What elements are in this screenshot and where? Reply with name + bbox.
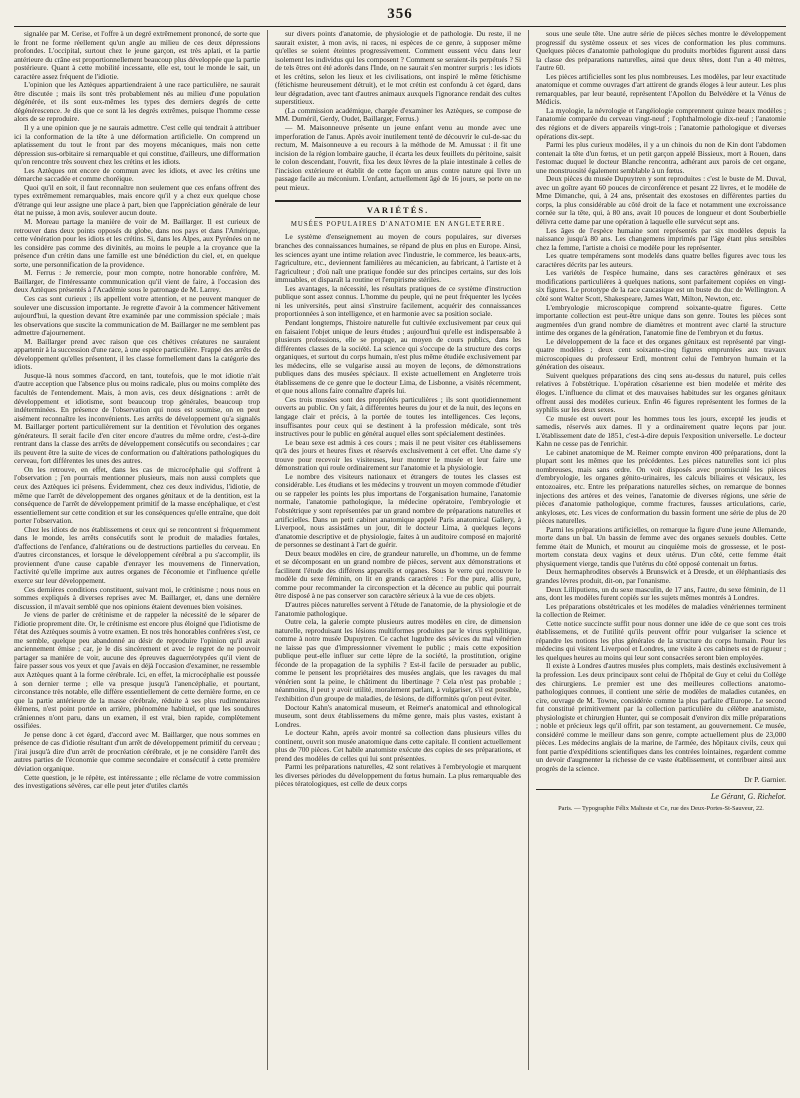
paragraph: Je pense donc à cet égard, d'accord avec M. Baillarger, que nous sommes en présence de cas d'idiotie résultant d'un arrêt de développement primitif du cerveau ; j'irai jusqu'à dire d'un arrêt de procréation cérébrale, et je ne considère l'arrêt des autres parties de l'économie que comme secondaire et consécutif à cette première déviation organique. [14, 729, 260, 774]
paragraph: Le développement de la face et des organes génitaux est représenté par vingt-quatre modèles ; deux cent soixante-cinq figures empruntées aux travaux microscopiques du professeur Erdl, montrent celui de l'embryon humain et la génération des oiseaux. [536, 336, 786, 372]
page-number: 356 [387, 6, 413, 22]
paragraph: L'opinion que les Aztèques appartiendraient à une race particulière, ne saurait être discutée ; mais ils sont très probablement nés au milieu d'une population dégénérée, et ils sont eux-mêmes les types des derniers degrés de cette dégénérescence. Je dis que ce sont là les degrés extrêmes, puisque l'homme cesse alors de se reproduire. [14, 80, 260, 124]
column-2-bottom [275, 233, 521, 789]
paragraph: Parmi les plus curieux modèles, il y a un chinois du non de Kin dont l'abdomen contenait la tête d'un fœtus, et un petit garçon appelé Bissieux, mort à Rouen, dans l'estomac duquel le docteur Blanche rencontra, adhérant aux parois de cet organe, une monstruosité également semblable à un fœtus. [536, 140, 786, 175]
paragraph: D'autres pièces naturelles servent à l'étude de l'anatomie, de la physiologie et de l'anatomie pathologique. [275, 600, 521, 618]
paragraph: M. Moreau partage la manière de voir de M. Baillarger. Il est curieux de retrouver dans deux points opposés du globe, dans nos pays et dans l'Amérique, cette vénération pour les idiots et les crétins. Si, dans les Alpes, aux Pyrénées on ne les considère pas comme des divinités, au moins le peuple a la croyance que la présence d'un crétin dans une famille est une bénédiction du ciel, et, en quelque sorte, une personnification de la providence. [14, 217, 260, 269]
paragraph: Ces trois musées sont des propriétés particulières ; ils sont quotidiennement ouverts au public. On y fait, à différentes heures du jour et de la nuit, des leçons en langage clair et précis, à la portée de toutes les intelligences. Ces leçons, insuffisantes pour ceux qui se destinent à la profession médicale, sont très instructives pour le public en général auquel elles sont spécialement destinées. [275, 394, 521, 439]
paragraph: Jusque-là nous sommes d'accord, en tant, toutefois, que le mot idiotie n'ait d'autre acception que l'absence plus ou moins radicale, plus ou moins complète des facultés de l'entendement. Mais, à mon avis, ces deux désignations : arrêt de développement et idiotisme, sont beaucoup trop générales, beaucoup trop indéterminées. En présence de l'observation qui nous est soumise, on en peut aisément reconnaître les inconvénients. Les arrêts de développement qu'a signalés M. Baillarger portent particulièrement sur la dentition et l'évolution des organes générateurs. Il serait facile d'en citer encore d'autres du même ordre, c'est-à-dire rentrant dans la classe des arrêts de développement consécutifs ou secondaires ; car ils peuvent être la suite de vices de conformation ou d'altérations pathologiques du cerveau, fort différentes les unes des autres. [14, 370, 260, 466]
paragraph: sous une seule tête. Une autre série de pièces sèches montre le développement progressif du système osseux et ses vices de conformation les plus communs. Quelques pièces d'anatomie pathologique du produits morbides figurent aussi dans la classe des préparations naturelles, ainsi que deux têtes, dont l'un a 40 mètres, l'autre 60. [536, 30, 786, 73]
column-separator [267, 30, 268, 1070]
paragraph: Ces dernières conditions constituent, suivant moi, le crétinisme ; nous nous en sommes expliqués à diverses reprises avec M. Baillarger, et, dans une dernière discussion, il m'avait semblé que nos opinions étaient devenues bien voisines. [14, 584, 260, 611]
paragraph: On les retrouve, en effet, dans les cas de microcéphalie qui s'offrent à l'observation ; j'en pourrais mentionner plusieurs, mais non aussi complets que ceux des Aztèques ici présens. Évidemment, chez ces deux individus, l'idiotie, de même que l'arrêt de développement des organes génitaux et de la dentition, est la conséquence de l'arrêt de développement primitif de la masse encéphalique, et c'est essentiellement sur cette condition et sur les conséquences qu'elle entraîne, que doit porter l'observation. [14, 464, 260, 526]
column-3 [536, 30, 786, 1070]
paragraph: Quoi qu'il en soit, il faut reconnaître non seulement que ces enfans offrent des types extrêmement remarquables, mais encore qu'il y a chez eux quelque chose d'étrange qui leur assigne une place à part, bien que l'appréciation générale de leur état ne puisse, à mon avis, soulever aucun doute. [14, 182, 260, 218]
paragraph: Outre cela, la galerie compte plusieurs autres modèles en cire, de dimension naturelle, reproduisant les lésions multiformes produites par le virus syphilitique, comme à notre musée Dupuytren. Ce cachet lugubre des sévices du mal vénérien ne laisse pas que d'impressionner vivement le public ; mais cette exposition publique peut-elle influer sur cette lèpre de la société, la prostitution, origine féconde de la propagation de la syphilis ? Est-il facile de persuader au public, comme le pensent les propriétaires des musées anglais, que les ravages du mal vénérien sont la peine, le châtiment du libertinage ? Cela n'est pas probable ; néanmoins, il peut y avoir utilité, moralement parlant, à vulgariser, s'il est possible, l'exhibition d'un groupe de maladies, de lésions, de difformités qu'on peut éviter. [275, 617, 521, 704]
paragraph: Le docteur Kahn, après avoir montré sa collection dans plusieurs villes du continent, ouvrit son musée anatomique dans cette capitale. Il contient actuellement plus de 700 pièces. Cet habile anatomiste exécute des copies de ses préparations, et prend des modèles de celles qui lui sont présentées. [275, 728, 521, 763]
column-3-body [536, 30, 786, 774]
column-2-top [275, 30, 521, 192]
paragraph: Parmi les préparations artificielles, on remarque la figure d'une jeune Allemande, morte dans un bal. Un bassin de femme avec des organes sexuels doubles. Cette femme était de Munich, et mourut au cinquième mois de grossesse, et le post-mortem constata deux vagins et deux utérus. D'un côté, cette femme était physiquement vierge, tandis que l'utérus du côté opposé contenait un fœtus. [536, 524, 786, 568]
footer-rule [536, 789, 786, 790]
paragraph: Parmi les préparations naturelles, 42 sont relatives à l'embryologie et marquent les diverses périodes du développement du fœtus humain. La plus remarquable des pièces tératologiques, est celle de deux corps [275, 762, 521, 789]
paragraph: Le beau sexe est admis à ces cours ; mais il ne peut visiter ces établissemens qu'à des jours et heures fixes et réservés exclusivement à cet effet. Une dame s'y trouve pour recevoir les visiteuses, leur montrer le musée et leur faire une démonstration qui roule ordinairement sur l'anatomie et la physiologie. [275, 437, 521, 473]
paragraph: Cette question, je le répète, est intéressante ; elle réclame de votre commission des investigations sévères, car elle peut jeter d'utiles clartés [14, 772, 260, 791]
paragraph: Il y a une opinion que je ne saurais admettre. C'est celle qui tendrait à attribuer ici la conformation de la tête à une déformation artificielle. On comprend un aplatissement du tout le front par des moyens mécaniques, mais non cette dépression sus-orbitaire si remarquable et qui constitue, d'ailleurs, une difformation qu'on rencontre très souvent chez les crétins et les idiots. [14, 123, 260, 167]
paragraph: Suivent quelques préparations des cinq sens au-dessus du naturel, puis celles relatives à l'obstétrique. L'opération césarienne est bien modelée et mérite des éloges. L'influence du climat et des mauvaises habitudes sur les organes génitaux offrent aussi des modèles curieux. Enfin 46 figures représentent les formes de la syphilis sur les deux sexes. [536, 370, 786, 415]
column-1 [14, 30, 260, 1070]
paragraph: Les quatre tempéramens sont modelés dans quatre belles figures avec tous les caractères décrits par les auteurs. [536, 251, 786, 269]
paragraph: Deux beaux modèles en cire, de grandeur naturelle, un d'homme, un de femme et se décomposant en un grand nombre de pièces, servent aux démonstrations et facilitent l'étude des différens appareils et organes. Sous le verre qui recouvre le modèle du sexe féminin, on lit en grands caractères : For the pure, allis pure, comme pour recommander la circonspection et la décence au public qui pourrait être disposé à ne pas conserver son caractère sérieux à la vue de ces objets. [275, 548, 521, 601]
paragraph: Les Aztèques ont encore de commun avec les idiots, et avec les crétins une démarche saccadée et comme choréique. [14, 165, 260, 184]
section-title [275, 200, 521, 218]
paragraph: Les variétés de l'espèce humaine, dans ses caractères généraux et ses modifications particulières à quelques nations, sont parfaitement copiées en vingt-six figures. Le prototype de la race caucasique est un buste du duc de Wellington. A côté sont Walter Scott, Shakespeare, James Watt, Milton, Newton, etc. [536, 268, 786, 303]
paragraph: Pendant longtemps, l'histoire naturelle fut cultivée exclusivement par ceux qui en faisaient l'objet unique de leurs études ; aujourd'hui qu'elle est indispensable à plusieurs professions, elle se propage, au moyen de cours publics, dans les différentes classes de la société. La science qui s'occupe de la structure des corps organiques, et surtout du corps humain, n'est plus même étudiée exclusivement par les médecins, elle se vulgarise aussi au moyen de leçons, de démonstrations publiques dans des musées spéciaux. Il existe actuellement en Angleterre trois établissemens de ce genre que le docteur Lima, de Lisbonne, a visités récemment, et que nous allons faire connaître d'après lui. [275, 317, 521, 396]
paragraph: Ces cas sont curieux ; ils appellent votre attention, et ne peuvent manquer de soulever une discussion importante. Je regrette d'avoir à la commencer hâtivement aujourd'hui, la question devant être examinée par une commission spéciale ; mais les observations que suscite la communication de M. Baillarger ne me semblent pas admettre d'ajournement. [14, 293, 260, 338]
paragraph: signalée par M. Cerise, et l'offre à un degré extrêmement prononcé, de sorte que le front ne forme réellement qu'un angle au milieu de ces deux dépressions profondes. L'occipital, surtout chez le jeune garçon, est très aplati, et la partie antérieure du crâne est proportionnellement beaucoup plus développée que la partie postérieure. Quant à cette mobilité incessante, elle est, tout le monde le sait, un caractère assez fréquent de l'idiotie. [14, 30, 260, 81]
paragraph: — M. Maisonneuve présente un jeune enfant venu au monde avec une imperforation de l'anus. Après avoir inutilement tenté de découvrir le cul-de-sac du rectum, M. Maisonneuve a eu recours à la méthode de M. Amussat : il fit une incision de la région lombaire gauche, il écarta les deux feuillets du péritoine, saisit le colon descendant, l'ouvrit, fixa les deux lèvres de la plaie intestinale à celles de l'incision extérieure et établit de cette façon un anus contre nature qui livre un passage facile au méconium. L'enfant, actuellement âgé de 16 jours, se porte on ne peut mieux. [275, 123, 521, 192]
column-separator [528, 30, 529, 1070]
paragraph: Ce musée est ouvert pour les hommes tous les jours, excepté les jeudis et samedis, réservés aux dames. Il y a ordinairement quatre leçons par jour. L'établissement date de 1851, c'est-à-dire depuis l'exposition universelle. Le docteur Kahn ne cesse pas de l'enrichir. [536, 413, 786, 449]
paragraph: Les préparations obstétricales et les modèles de maladies vénériennes terminent la collection de Reimer. [536, 601, 786, 620]
paragraph: sur divers points d'anatomie, de physiologie et de pathologie. Du reste, il ne saurait exister, à mon avis, ni races, ni espèces de ce genre, à supposer même qu'elles se soient éteintes progressivement. Comment eussent vécu dans leur isolement les individus qui les composent ? Comment se seraient-ils perpétués ? Si de tels êtres ont été adorés dans l'Inde, on ne saurait s'en montrer surpris : les idiots et les crétins, selon les lieux et les civilisations, ont inspiré le même fétichisme (fétichisme heureusement détruit), et le mot crétin est confondu à cet égard, dans leur dégradation, avec tant d'autres animaux auxquels l'ignorance rendait des cultes superstitieux. [275, 30, 521, 107]
paragraph: (La commission académique, chargée d'examiner les Aztèques, se compose de MM. Duméril, Gerdy, Oudet, Baillarger, Ferrus.) [275, 105, 521, 124]
gerant-line: Le Gérant, G. Richelot. [710, 792, 786, 802]
header-rule [14, 26, 786, 27]
paragraph: Doctour Kahn's anatomical museum, et Reimer's anatomical and ethnological museum, sont deux établissemens du même genre, mais plus vastes, existant à Londres. [275, 702, 521, 729]
paragraph: Le système d'enseignement au moyen de cours populaires, sur diverses branches des connaissances humaines, se répand de plus en plus en Europe. Ainsi, les sciences ayant une intime relation avec l'industrie, le commerce, les beaux-arts, l'agriculture, etc., deviennent familières au mécanicien, au fabricant, à l'artiste et à l'agriculteur ; d'où naît une pratique fondée sur des principes certains, sur des lois immuables, et disparaît la routine et l'empirisme stériles. [275, 232, 521, 285]
paragraph: L'embryologie microscopique comprend soixante-quatre figures. Cette importante collection est peut-être unique dans son genre. Toutes les pièces sont augmentées d'un grand nombre de diamètres et montrent avec clarté la structure intime des organes de la génération, l'anatomie fine de l'embryon et du fœtus. [536, 302, 786, 338]
paragraph: Deux pièces du musée Dupuytren y sont reproduites : c'est le buste de M. Duval, avec un goître ayant 60 pouces de circonférence et pesant 22 livres, et le modèle de Mme Dimanche, qui, à 24 ans, présentait des exostoses en différentes parties du corps, la plus considérable au côté droit de la face et notamment une excroissance cornée sur la tête, qui, à 80 ans, avait 10 pouces de longueur et dont Souberbielle délivra cette dame par une opération à laquelle elle survécut sept ans. [536, 174, 786, 227]
paragraph: Chez les idiots de nos établissemens et ceux qui se rencontrent si fréquemment dans le monde, les arrêts consécutifs sont le produit de maladies fœtales, d'affections de l'enfance, d'altérations ou de destructions partielles du cerveau. En d'autres circonstances, et lorsque le développement cérébral a pu s'accomplir, ils proviennent d'une cause capable d'enrayer les mouvemens de l'innervation, l'activité qu'elle imprime aux autres organes de l'économie et l'influence qu'elle exerce sur leur développement. [14, 524, 260, 585]
paragraph: Je viens de parler de crétinisme et de rappeler la nécessité de le séparer de l'idiotie proprement dite. Or, le crétinisme est encore plus éloigné que l'idiotisme de l'état des Aztèques soumis à votre examen. Et nos très honorables confrères s'est, ce me semble, quelque peu abandonné au désir de reproduire l'opinion qu'il avait anciennement émise ; car, je le dis sincèrement et avec le regret de ne pouvoir partager sa manière de voir, aucune des épreuves daguerréotypées qu'il vient de faire passer sous vos yeux et que j'avais en déjà l'occasion d'examiner, ne ressemble aux Aztèques quant à la forme cérébrale. Ici, en effet, la microcéphalie est poussée à son dernier terme ; elle va presque jusqu'à l'anencéphalie, et pourtant, circonstance très notable, elle diffère essentiellement de cette dernière forme, en ce que la partie antérieure de la masse cérébrale, réduite à ses plus rudimentaires élémens, n'est point portée en arrière, phénomène habituel, et que les soudures crâniennes n'ont paru, dans un examen, il est vrai, bien rapide, complètement ossifiées. [14, 610, 260, 731]
subsection-title: MUSÉES POPULAIRES D'ANATOMIE EN ANGLETERRE. [290, 220, 506, 228]
paragraph: Cette notice succincte suffit pour nous donner une idée de ce que sont ces trois établissemens, et de l'utilité qu'ils peuvent offrir pour vulgariser la science et répandre les notions les plus générales de la structure du corps humain. Pour les médecins qui visitent Liverpool et Londres, une visite à ces cabinets est de rigueur ; les quelques heures au moins qui leur sont consacrées seront bien employées. [536, 618, 786, 662]
paragraph: Le cabinet anatomique de M. Reimer compte environ 400 préparations, dont la plupart sont les mêmes que les précédentes. Les pièces naturelles sont ici plus nombreuses, mais sans ordre. On voit disposés avec promiscuité les pièces d'embryologie, les organes génito-urinaires, les calculs biliaires et vésicaux, les entozoaires, etc. Entre les préparations naturelles sèches, on remarque de bonnes injections des artères et des veines, l'anatomie de diverses régions, une série de pièces d'anatomie pathologique, comme fractures, fausses articulations, carie, ankyloses, etc. Les vices de conformation du bassin forment une série de plus de 20 pièces naturelles. [536, 447, 786, 526]
paragraph: Les avantages, la nécessité, les résultats pratiques de ce système d'instruction publique sont assez connus. L'homme du peuple, qui ne peut fréquenter les lycées ni les universités, peut ainsi s'instruire facilement, acquérir des connaissances proportionnées à son intelligence, et en harmonie avec sa position sociale. [275, 283, 521, 319]
paragraph: Les âges de l'espèce humaine sont représentés par six modèles depuis la naissance jusqu'à 80 ans. Les changemens imprimés par l'âge étant plus sensibles chez la femme, l'artiste a choisi ce modèle pour les représenter. [536, 225, 786, 252]
column-2 [275, 30, 521, 1070]
paragraph: Les pièces artificielles sont les plus nombreuses. Les modèles, par leur exactitude anatomique et comme ouvrages d'art attirent de grands éloges à leur auteur. Les plus remarquables, par leur beauté, représentent l'Apollon du Belvédère et la Vénus de Médicis. [536, 71, 786, 107]
section-title-text: VARIÉTÉS. [366, 205, 430, 216]
author-signature: Dr P. Garnier. [744, 774, 786, 784]
paragraph: Deux Lilliputiens, un du sexe masculin, de 17 ans, l'autre, du sexe féminin, de 11 ans, dont les modèles furent copiés sur les sujets mêmes montrés à Londres. [536, 584, 786, 603]
paragraph: Le nombre des visiteurs nationaux et étrangers de toutes les classes est considérable. Les étudians et les médecins y trouvent un moyen commode d'étudier ou se rappeler les points les plus importans de l'organisation humaine, l'anatomie normale, l'anatomie pathologique, la médecine opératoire, l'embryologie et l'obstétrique y sont représentées par un grand nombre de préparations naturelles et artificielles. Dans un petit cabinet anatomique appelé Paris anatomical Gallery, à Liverpool, nous assistâmes un jour, dit le docteur Lima, à quelques leçons d'anatomie descriptive et de physiologie, faites à un auditoire composé en majorité de personnes se destinant à l'art de guérir. [275, 471, 521, 550]
paragraph: M. Ferrus : Je remercie, pour mon compte, notre honorable confrère, M. Baillarger, de l'intéressante communication qu'il vient de faire, à l'occasion des deux Aztèques présentés à l'Académie sous le patronage de M. Larrey. [14, 268, 260, 295]
paragraph: Il existe à Londres d'autres musées plus complets, mais destinés exclusivement à la profession. Les deux principaux sont celui de l'hôpital de Guy et celui du Collège des chirurgiens. Le premier est une des meilleures collections anatomo-pathologiques connues, il contient une série de modèles de maladies cutanées, en cire, ouvrage de M. Towne, considérée comme la plus parfaite d'Europe. Le second fut constitué primitivement par la collection particulière du célèbre anatomiste, physiologiste et chirurgien Hunter, qui se composait d'environ dix mille préparations ; noble et précieux legs qu'il offrit, par son testament, au gouvernement. Ce musée, considéré comme le meilleur dans son genre, compte actuellement plus de 23,000 pièces. Les médecins anglais de la marine, de l'armée, des hôpitaux civils, ceux qui font partie d'expéditions scientifiques dans les contrées lointaines, regardent comme un devoir d'augmenter la richesse de ce vaste établissement, et contribuer ainsi aux progrès de la science. [536, 661, 786, 774]
paragraph: Deux hermaphrodites observés à Brunswick et à Dresde, et un éléphantiasis des grandes lèvres produit, dit-on, par l'onanisme. [536, 567, 786, 585]
paragraph: M. Baillarger prend avec raison que ces chétives créatures ne sauraient appartenir à la succession d'une race, à une espèce particulière. Frappé des arrêts de développement qu'elles présentent, il les classe formellement dans la catégorie des idiots. [14, 336, 260, 372]
paragraph: La myologie, la névrologie et l'angéiologie comprennent quinze beaux modèles ; l'anatomie comparée du cerveau vingt-neuf ; l'ophthalmologie dix-neuf ; l'anatomie des régions et de divers appareils vingt-trois ; l'anatomie pathologique et diverses opérations dix-sept. [536, 105, 786, 141]
printer-line: Paris. — Typographie Félix Malteste et Ce, rue des Deux-Portes-St-Sauveur, 22. [558, 804, 764, 812]
section-rule [315, 217, 481, 218]
